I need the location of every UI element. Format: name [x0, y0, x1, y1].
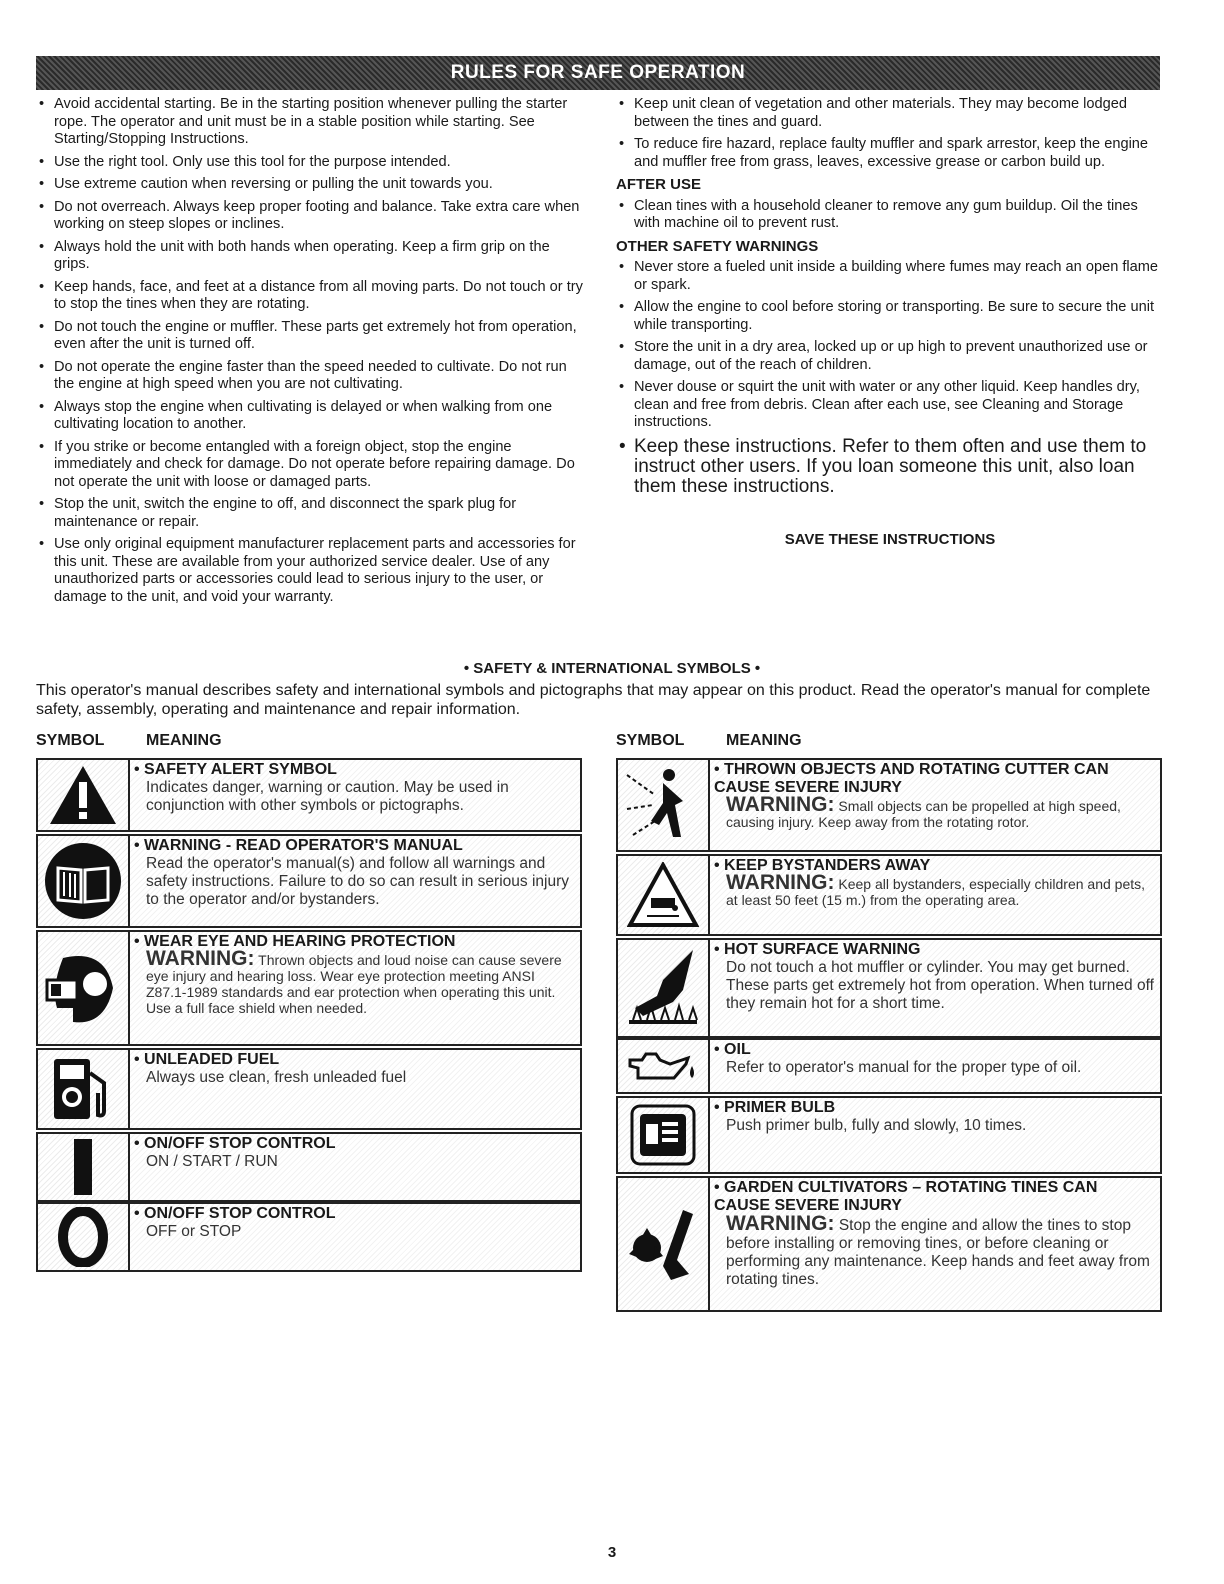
on-icon: [38, 1134, 130, 1200]
safety-alert-icon: [38, 760, 130, 830]
warning-label: WARNING:: [146, 947, 255, 970]
rule-item: • Keep unit clean of vegetation and other materials. They may become lodged between the tines and guard.: [616, 96, 1164, 131]
symbol-row-primer-bulb: [616, 1096, 1162, 1174]
symbol-row-unleaded-fuel: [36, 1048, 582, 1130]
meaning-label: MEANING: [726, 732, 802, 749]
right-column-header: [616, 732, 802, 750]
symbol-title: • GARDEN CULTIVATORS – ROTATING TINES CAN CAUSE SEVERE INJURY: [714, 1179, 1098, 1214]
keep-instructions-item: • Keep these instructions. Refer to them often and use them to instruct other users. If you loan someone this unit, also loan them these instructions.: [616, 437, 1164, 497]
symbol-label: SYMBOL: [36, 732, 105, 749]
rule-item: • Keep hands, face, and feet at a distance from all moving parts. Do not touch or try to stop the tines when they are rotating.: [36, 279, 584, 314]
symbol-description: Read the operator's manual(s) and follow all warnings and safety instructions. Failure to do so can result in serious injury to the operator and/or bystanders.: [146, 855, 569, 908]
symbols-section-title: • SAFETY & INTERNATIONAL SYMBOLS •: [463, 660, 761, 677]
off-icon: [38, 1204, 130, 1270]
symbol-description: ON / START / RUN: [146, 1153, 278, 1170]
warning-label: WARNING:: [726, 793, 835, 816]
symbol-title: • HOT SURFACE WARNING: [714, 941, 921, 958]
symbol-row-hot-surface: [616, 938, 1162, 1038]
rule-item: • Clean tines with a household cleaner to remove any gum buildup. Oil the tines with machine oil to prevent rust.: [616, 198, 1164, 233]
symbol-description: Refer to operator's manual for the proper type of oil.: [726, 1059, 1082, 1076]
symbol-description: Thrown objects and loud noise can cause severe eye injury and hearing loss. Wear eye protection meeting ANSI Z87.1-1989 standards and ear protection when operating this unit. Use a full face shield when needed.: [146, 952, 562, 1016]
page-title: RULES FOR SAFE OPERATION: [450, 62, 746, 83]
symbol-description: Always use clean, fresh unleaded fuel: [146, 1069, 407, 1086]
symbol-row-oil: [616, 1038, 1162, 1094]
rule-item: • Allow the engine to cool before storing or transporting. Be sure to secure the unit while transporting.: [616, 299, 1164, 334]
symbol-label: SYMBOL: [616, 732, 685, 749]
symbol-row-safety-alert: [36, 758, 582, 832]
rule-item: • Always hold the unit with both hands when operating. Keep a firm grip on the grips.: [36, 239, 584, 274]
rule-item: • Use extreme caution when reversing or pulling the unit towards you.: [36, 176, 584, 194]
rule-item: • Avoid accidental starting. Be in the starting position whenever pulling the starter rope. The operator and unit must be in a stable position while starting. See Starting/Stopping Instructions.: [36, 96, 584, 149]
rule-item: • Never store a fueled unit inside a building where fumes may reach an open flame or spark.: [616, 259, 1164, 294]
symbol-description: Indicates danger, warning or caution. May be used in conjunction with other symbols or pictographs.: [146, 779, 509, 814]
symbol-description: Push primer bulb, fully and slowly, 10 times.: [726, 1117, 1027, 1134]
oil-can-icon: [618, 1040, 710, 1092]
symbol-description: Do not touch a hot muffler or cylinder. You may get burned. These parts get extremely hot from operation. When turned off they remain hot for a short time.: [726, 959, 1154, 1012]
primer-bulb-icon: [618, 1098, 710, 1172]
page-number: 3: [607, 1544, 617, 1561]
symbol-description: OFF or STOP: [146, 1223, 242, 1240]
rule-item: • Always stop the engine when cultivating is delayed or when walking from one cultivating location to another.: [36, 399, 584, 434]
rule-item: • Do not touch the engine or muffler. These parts get extremely hot from operation, even after the unit is turned off.: [36, 319, 584, 354]
save-instructions: SAVE THESE INSTRUCTIONS: [784, 530, 996, 548]
rule-item: • If you strike or become entangled with a foreign object, stop the engine immediately and check for damage. Do not operate before repairing damage. Do not operate the unit with loose or damaged parts.: [36, 439, 584, 492]
symbol-row-bystanders: [616, 854, 1162, 936]
eye-ear-protection-icon: [38, 932, 130, 1044]
symbol-title: • WEAR EYE AND HEARING PROTECTION: [134, 933, 456, 950]
symbol-title: • THROWN OBJECTS AND ROTATING CUTTER CAN CAUSE SEVERE INJURY: [714, 761, 1109, 796]
symbol-description: Stop the engine and allow the tines to stop before installing or removing tines, or before cleaning or performing any maintenance. Keep hands and feet away from rotating tines.: [726, 1217, 1150, 1288]
thrown-objects-icon: [618, 760, 710, 850]
rule-item: • Do not operate the engine faster than the speed needed to cultivate. Do not run the engine at high speed when you are not cultivating.: [36, 359, 584, 394]
symbol-title: • UNLEADED FUEL: [134, 1051, 280, 1068]
left-rules-column: [36, 96, 584, 611]
symbol-title: • OIL: [714, 1041, 751, 1058]
rotating-tines-icon: [618, 1178, 710, 1310]
left-column-header: [36, 732, 222, 750]
symbol-title: • SAFETY ALERT SYMBOL: [134, 761, 337, 778]
warning-label: WARNING:: [726, 871, 835, 894]
symbol-title: • ON/OFF STOP CONTROL: [134, 1135, 336, 1152]
rule-item: • Do not overreach. Always keep proper footing and balance. Take extra care when working on steep slopes or inclines.: [36, 199, 584, 234]
rule-item: • Use the right tool. Only use this tool for the purpose intended.: [36, 154, 584, 172]
page-header-banner: [36, 56, 1160, 90]
other-warnings-heading: OTHER SAFETY WARNINGS: [616, 237, 819, 255]
right-rules-column: [616, 96, 1164, 548]
after-use-heading: AFTER USE: [616, 176, 702, 193]
hot-surface-icon: [618, 940, 710, 1036]
symbol-row-read-manual: [36, 834, 582, 928]
symbol-row-rotating-tines: [616, 1176, 1162, 1312]
rule-item: • Never douse or squirt the unit with water or any other liquid. Keep handles dry, clean and free from debris. Clean after each use, see Cleaning and Storage instructions.: [616, 379, 1164, 432]
meaning-label: MEANING: [146, 732, 222, 749]
rule-item: • Stop the unit, switch the engine to off, and disconnect the spark plug for maintenance or repair.: [36, 496, 584, 531]
symbol-row-on-control: [36, 1132, 582, 1202]
rule-item: • Use only original equipment manufacturer replacement parts and accessories for this unit. These are available from your authorized service dealer. Use of any unauthorized parts or accessories could lead to serious injury to the user, or damage to the unit, and void your warranty.: [36, 536, 584, 606]
symbol-title: • KEEP BYSTANDERS AWAY: [714, 857, 931, 874]
symbol-title: • PRIMER BULB: [714, 1099, 836, 1116]
symbol-title: • WARNING - READ OPERATOR'S MANUAL: [134, 837, 463, 854]
symbol-title: • ON/OFF STOP CONTROL: [134, 1205, 336, 1222]
symbol-description: Small objects can be propelled at high speed, causing injury. Keep away from the rotating rotor.: [726, 798, 1121, 830]
symbol-row-off-control: [36, 1202, 582, 1272]
warning-label: WARNING:: [726, 1212, 835, 1235]
symbol-row-eye-hearing: [36, 930, 582, 1046]
symbols-intro: This operator's manual describes safety and international symbols and pictographs that may appear on this product. Read the operator's manual for complete safety, assembly, operating and maintenance and repair information.: [36, 682, 1151, 718]
fuel-pump-icon: [38, 1050, 130, 1128]
symbol-description: Keep all bystanders, especially children and pets, at least 50 feet (15 m.) from the operating area.: [726, 876, 1146, 908]
bystanders-icon: [618, 856, 710, 934]
symbol-row-thrown-objects: [616, 758, 1162, 852]
rule-item: • Store the unit in a dry area, locked up or up high to prevent unauthorized use or damage, out of the reach of children.: [616, 339, 1164, 374]
rule-item: • To reduce fire hazard, replace faulty muffler and spark arrestor, keep the engine and muffler free from grass, leaves, excessive grease or carbon build up.: [616, 136, 1164, 171]
manual-icon: [38, 836, 130, 926]
